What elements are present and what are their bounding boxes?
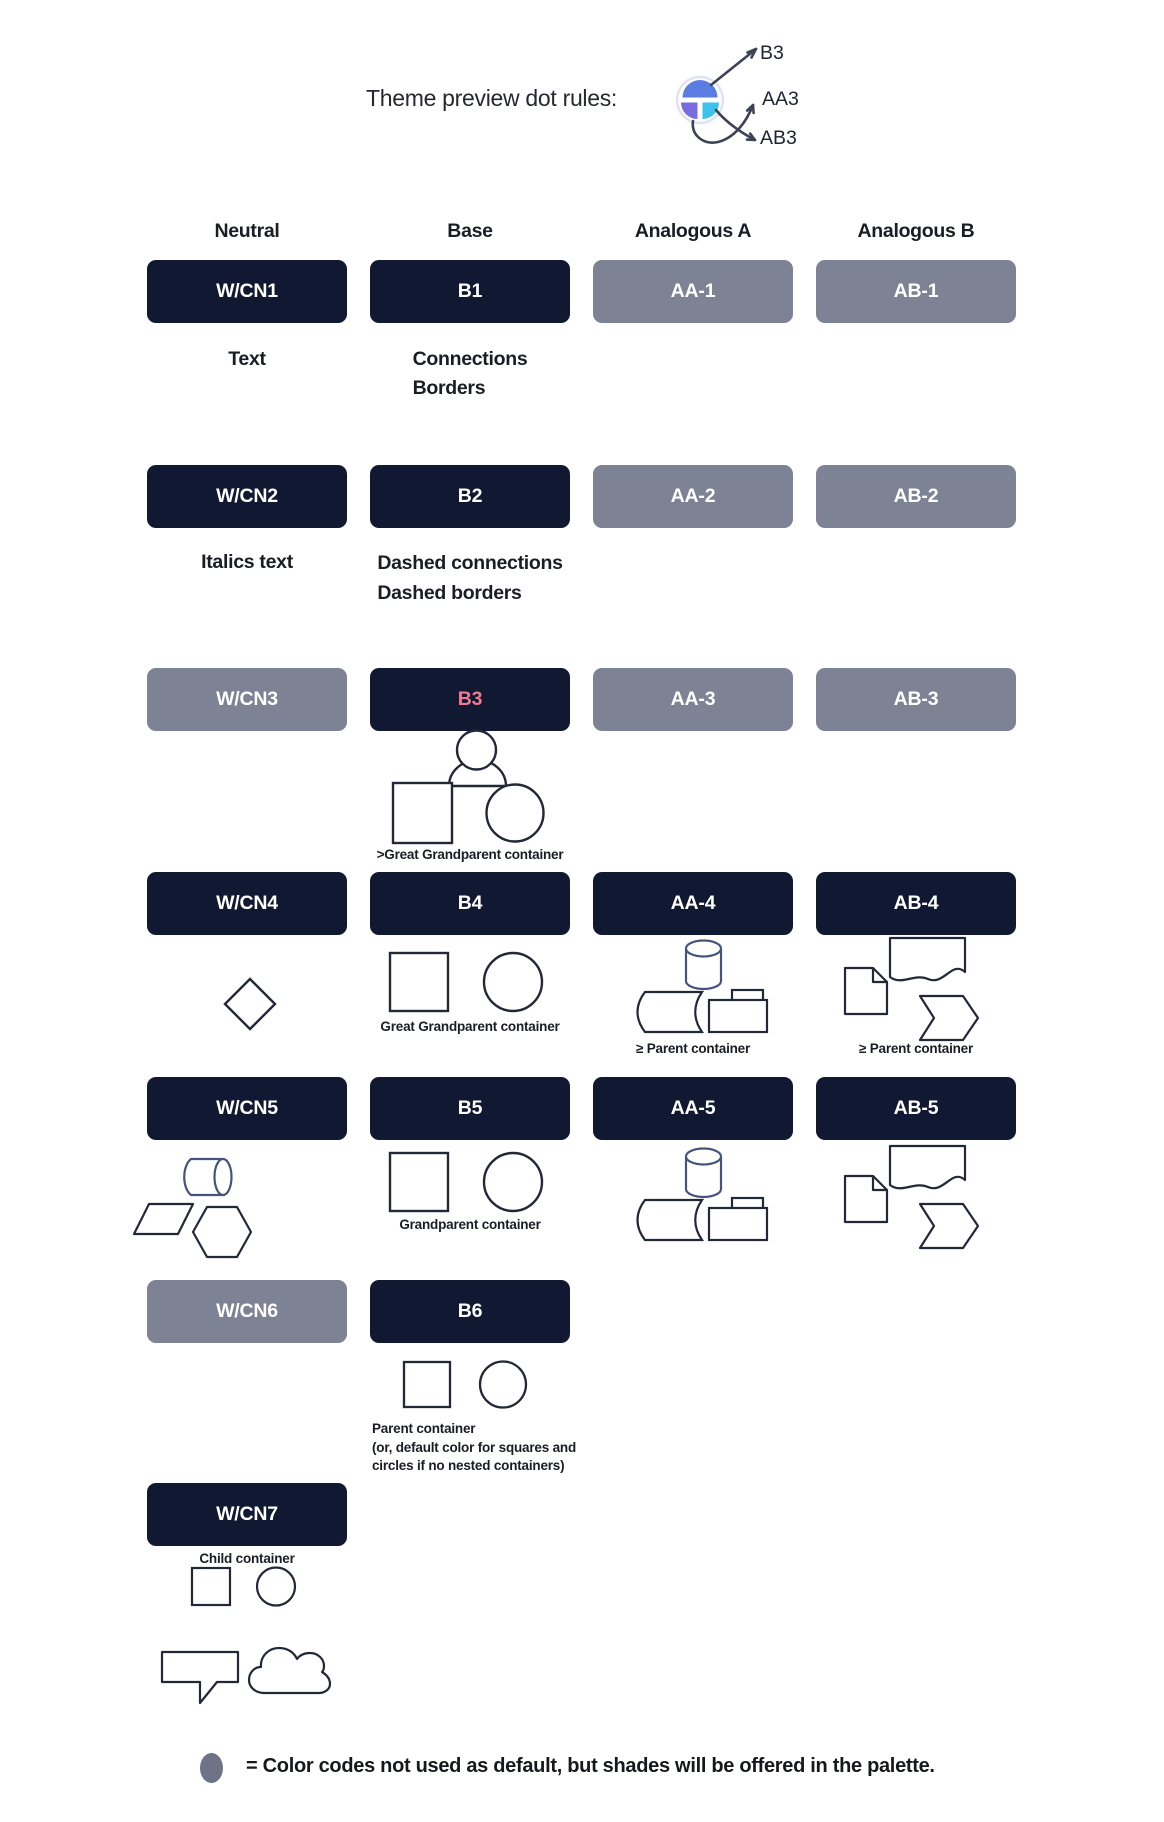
square-shape xyxy=(404,1362,450,1407)
page-title: Theme preview dot rules: xyxy=(366,85,618,111)
ab5-shape-group xyxy=(840,1142,982,1252)
wavy-document-shape xyxy=(890,1146,965,1188)
caption-parent-line1: Parent container xyxy=(372,1421,476,1436)
badge-b6[interactable]: B6 xyxy=(370,1280,570,1343)
caption-great-grandparent-gt: >Great Grandparent container xyxy=(376,847,564,862)
dot-label-aa3: AA3 xyxy=(762,88,799,110)
caption-dashed-borders: Dashed borders xyxy=(377,582,522,604)
document-shape xyxy=(845,1176,887,1222)
badge-aa1[interactable]: AA-1 xyxy=(593,260,793,323)
aa5-shape-group xyxy=(630,1144,770,1244)
square-shape xyxy=(393,783,452,843)
badge-aa4[interactable]: AA-4 xyxy=(593,872,793,935)
column-header-analogous-b: Analogous B xyxy=(857,220,975,242)
card-shape xyxy=(709,1000,767,1032)
square-shape xyxy=(390,1153,448,1211)
badge-ab2[interactable]: AB-2 xyxy=(816,465,1016,528)
caption-parent-line3: circles if no nested containers) xyxy=(372,1458,565,1473)
chevron-ribbon-shape xyxy=(920,996,978,1040)
callout-shape xyxy=(162,1652,238,1703)
legend-dot-icon xyxy=(200,1753,223,1783)
caption-grandparent: Grandparent container xyxy=(399,1217,541,1232)
circle-shape xyxy=(484,1153,542,1211)
parallelogram-shape xyxy=(134,1204,193,1234)
document-shape xyxy=(845,968,887,1014)
b4-square-circle-group xyxy=(388,950,548,1014)
caption-connections-borders xyxy=(370,345,570,403)
badge-wcn3[interactable]: W/CN3 xyxy=(147,668,347,731)
circle-shape xyxy=(487,785,544,842)
badge-ab4[interactable]: AB-4 xyxy=(816,872,1016,935)
cylinder-top-shape xyxy=(686,1149,721,1165)
b5-square-circle-group xyxy=(388,1150,548,1214)
wcn7-callout-cloud-group xyxy=(133,1640,338,1708)
badge-b5[interactable]: B5 xyxy=(370,1077,570,1140)
badge-wcn1[interactable]: W/CN1 xyxy=(147,260,347,323)
dot-label-b3: B3 xyxy=(760,42,784,64)
badge-aa2[interactable]: AA-2 xyxy=(593,465,793,528)
badge-ab1[interactable]: AB-1 xyxy=(816,260,1016,323)
circle-shape xyxy=(484,953,542,1011)
square-shape xyxy=(390,953,448,1011)
caption-parent-line2: (or, default color for squares and xyxy=(372,1439,576,1455)
stored-data-shape xyxy=(638,1200,703,1240)
b3-shape-group xyxy=(378,726,550,846)
theme-preview-dot-diagram xyxy=(654,28,766,154)
column-header-neutral: Neutral xyxy=(214,220,280,242)
wcn7-square-circle-group xyxy=(190,1566,300,1608)
badge-wcn7[interactable]: W/CN7 xyxy=(147,1483,347,1546)
badge-wcn4[interactable]: W/CN4 xyxy=(147,872,347,935)
dot-label-ab3: AB3 xyxy=(760,127,797,149)
horizontal-cylinder-end-shape xyxy=(215,1159,232,1195)
caption-child: Child container xyxy=(199,1551,295,1566)
person-head-shape xyxy=(457,731,496,770)
badge-aa5[interactable]: AA-5 xyxy=(593,1077,793,1140)
badge-b2[interactable]: B2 xyxy=(370,465,570,528)
caption-text: Text xyxy=(228,348,266,370)
card-shape xyxy=(709,1208,767,1240)
caption-parent-block xyxy=(372,1420,612,1476)
badge-b3[interactable]: B3 xyxy=(370,668,570,731)
badge-ab5[interactable]: AB-5 xyxy=(816,1077,1016,1140)
column-header-analogous-a: Analogous A xyxy=(634,220,752,242)
cylinder-top-shape xyxy=(686,941,721,957)
badge-wcn2[interactable]: W/CN2 xyxy=(147,465,347,528)
circle-shape xyxy=(480,1362,526,1408)
badge-wcn5[interactable]: W/CN5 xyxy=(147,1077,347,1140)
square-shape xyxy=(192,1568,230,1605)
ab4-shape-group xyxy=(840,934,982,1044)
badge-ab3[interactable]: AB-3 xyxy=(816,668,1016,731)
caption-great-grandparent: Great Grandparent container xyxy=(380,1019,560,1034)
diamond-shape xyxy=(222,976,278,1032)
b6-square-circle-group xyxy=(402,1360,532,1410)
caption-dashed xyxy=(355,548,585,608)
caption-borders: Borders xyxy=(412,377,486,399)
legend-text: = Color codes not used as default, but shades will be offered in the palette. xyxy=(246,1755,935,1777)
badge-b4[interactable]: B4 xyxy=(370,872,570,935)
stored-data-shape xyxy=(638,992,703,1032)
caption-italics-text: Italics text xyxy=(201,551,293,573)
badge-wcn6[interactable]: W/CN6 xyxy=(147,1280,347,1343)
column-header-base: Base xyxy=(447,220,493,242)
wcn5-shape-group xyxy=(130,1155,256,1260)
circle-shape xyxy=(257,1568,295,1606)
badge-aa3[interactable]: AA-3 xyxy=(593,668,793,731)
wavy-document-shape xyxy=(890,938,965,980)
caption-dashed-connections: Dashed connections xyxy=(377,552,563,574)
badge-b1[interactable]: B1 xyxy=(370,260,570,323)
caption-connections: Connections xyxy=(412,348,528,370)
hexagon-shape xyxy=(193,1207,251,1257)
aa4-shape-group xyxy=(630,936,770,1036)
caption-gte-parent-a: ≥ Parent container xyxy=(635,1041,751,1056)
chevron-ribbon-shape xyxy=(920,1204,978,1248)
cloud-shape xyxy=(249,1648,330,1693)
caption-gte-parent-b: ≥ Parent container xyxy=(858,1041,974,1056)
arrow-to-b3 xyxy=(711,49,756,85)
